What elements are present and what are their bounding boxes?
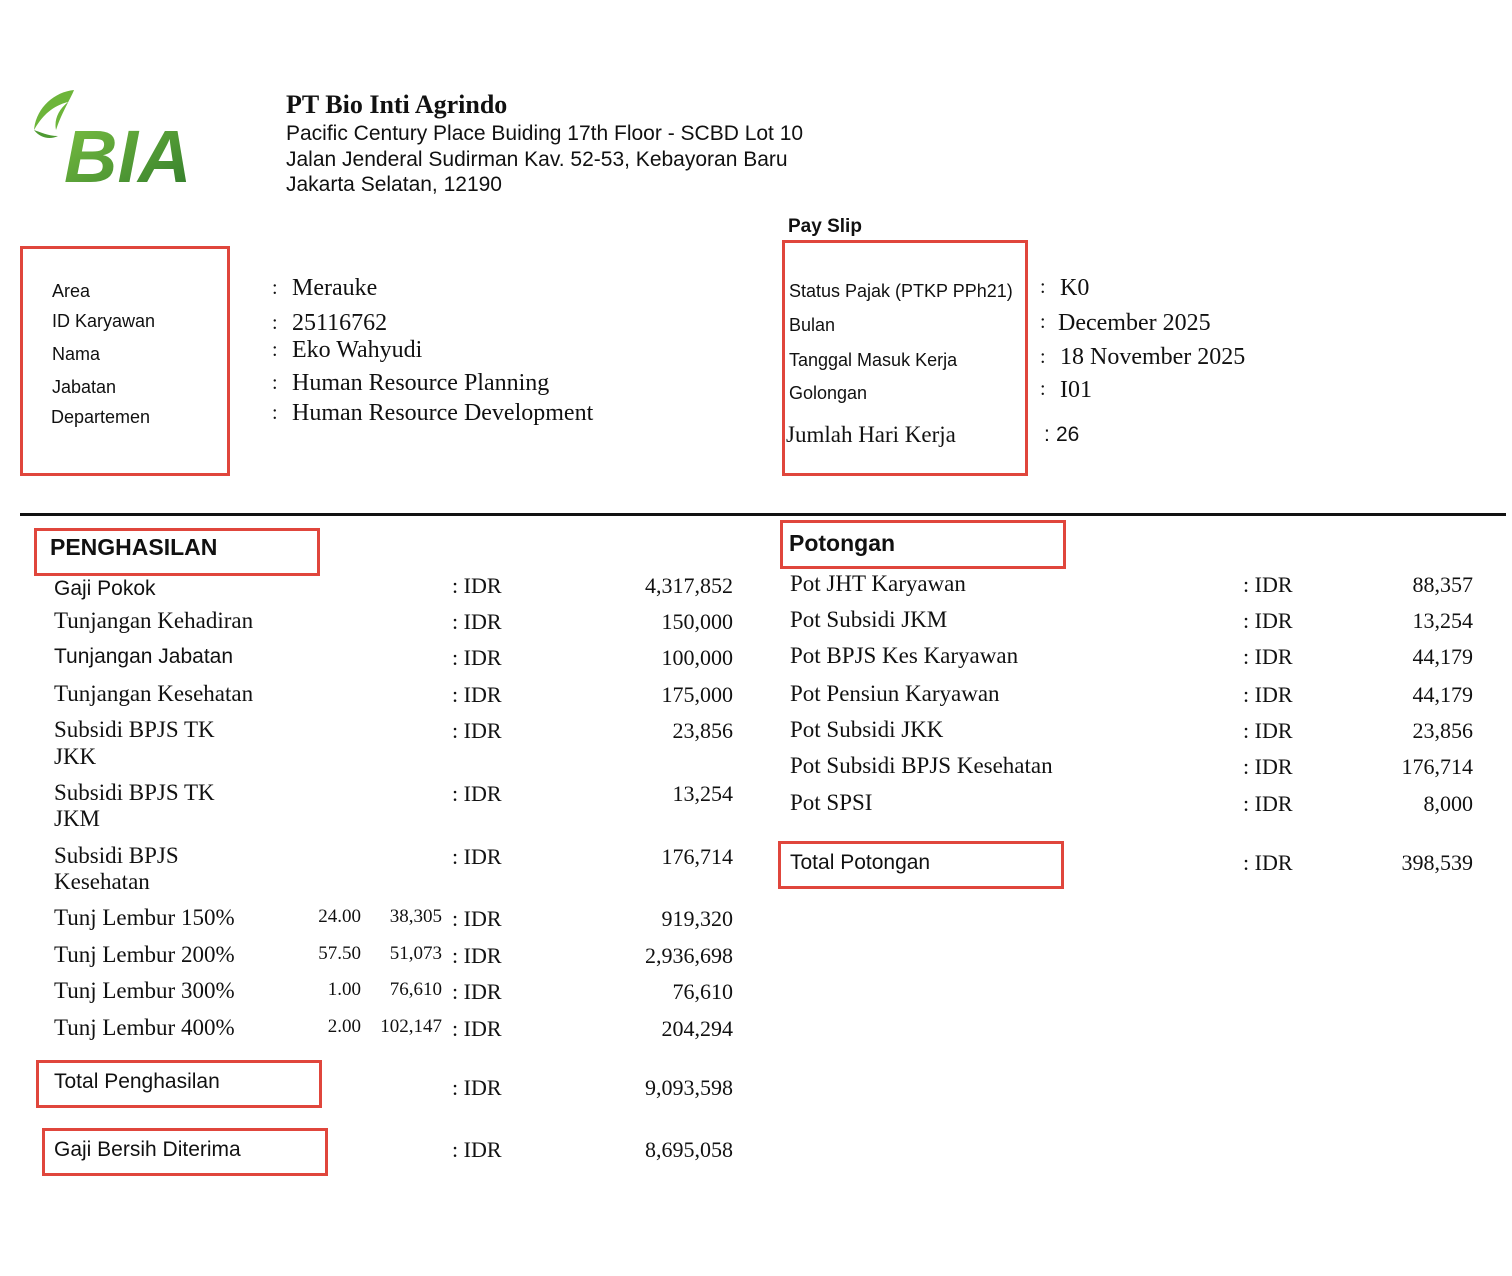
company-address-line-2: Jalan Jenderal Sudirman Kav. 52-53, Kebayoran Baru (286, 148, 788, 171)
deduction-label: Pot Pensiun Karyawan (790, 681, 1000, 706)
earning-amount: 175,000 (661, 682, 733, 707)
company-logo (28, 86, 218, 190)
colon: : (272, 372, 278, 394)
deduction-amount: 44,179 (1412, 644, 1473, 669)
earning-label: Gaji Pokok (54, 577, 156, 600)
deduction-label: Pot Subsidi BPJS Kesehatan (790, 753, 1053, 778)
area-value: Merauke (292, 275, 378, 301)
overtime-hours: 2.00 (327, 1016, 361, 1037)
currency: : IDR (1243, 682, 1293, 707)
earning-label: Tunj Lembur 300% (54, 978, 235, 1003)
section-divider (20, 513, 1506, 516)
employee-id-value: 25116762 (292, 310, 388, 336)
earning-amount: 204,294 (661, 1016, 733, 1041)
earning-label-line2: JKK (54, 744, 97, 769)
grade-value: I01 (1060, 377, 1092, 403)
colon: : (1040, 378, 1046, 400)
currency: : IDR (1243, 608, 1293, 633)
deduction-label: Pot Subsidi JKK (790, 717, 944, 742)
earnings-title: PENGHASILAN (50, 534, 218, 560)
month-label: Bulan (789, 315, 836, 335)
overtime-rate: 51,073 (389, 943, 442, 964)
logo-text: BIA (64, 115, 192, 190)
area-label: Area (52, 281, 91, 301)
currency: : IDR (1243, 754, 1293, 779)
department-label: Departemen (51, 407, 151, 427)
net-pay-label: Gaji Bersih Diterima (54, 1138, 241, 1161)
join-date-label: Tanggal Masuk Kerja (789, 350, 958, 370)
currency: : IDR (452, 573, 502, 598)
currency: : IDR (1243, 850, 1293, 875)
currency: : IDR (452, 906, 502, 931)
currency: : IDR (452, 609, 502, 634)
earning-amount: 100,000 (661, 645, 733, 670)
deduction-amount: 176,714 (1401, 754, 1473, 779)
currency: : IDR (452, 1137, 502, 1162)
deduction-label: Pot JHT Karyawan (790, 571, 966, 596)
colon: : (1040, 346, 1046, 368)
month-value: December 2025 (1058, 310, 1211, 336)
currency: : IDR (452, 844, 502, 869)
earning-label: Subsidi BPJS (54, 843, 179, 868)
currency: : IDR (452, 718, 502, 743)
earning-label: Tunjangan Kesehatan (54, 681, 254, 706)
tax-status-label: Status Pajak (PTKP PPh21) (789, 281, 1013, 301)
currency: : IDR (452, 682, 502, 707)
currency: : IDR (452, 1016, 502, 1041)
earning-amount: 23,856 (672, 718, 733, 743)
overtime-hours: 24.00 (318, 906, 361, 927)
department-value: Human Resource Development (292, 400, 594, 426)
currency: : IDR (1243, 644, 1293, 669)
earning-amount: 2,936,698 (645, 943, 733, 968)
currency: : IDR (1243, 718, 1293, 743)
earning-label: Tunjangan Kehadiran (54, 608, 254, 633)
earning-label-line2: Kesehatan (54, 869, 150, 894)
overtime-hours: 57.50 (318, 943, 361, 964)
name-label: Nama (52, 344, 101, 364)
currency: : IDR (452, 781, 502, 806)
deduction-label: Pot BPJS Kes Karyawan (790, 643, 1019, 668)
total-deductions-amount: 398,539 (1401, 850, 1473, 875)
earning-amount: 919,320 (661, 906, 733, 931)
earning-label: Subsidi BPJS TK (54, 717, 215, 742)
earning-amount: 176,714 (661, 844, 733, 869)
work-days-label: Jumlah Hari Kerja (786, 422, 956, 447)
earning-amount: 76,610 (672, 979, 733, 1004)
deduction-amount: 88,357 (1412, 572, 1473, 597)
document-title: Pay Slip (788, 216, 862, 237)
company-address-line-1: Pacific Century Place Buiding 17th Floor - SCBD Lot 10 (286, 122, 804, 145)
overtime-rate: 102,147 (380, 1016, 442, 1037)
earning-label: Subsidi BPJS TK (54, 780, 215, 805)
earning-label: Tunjangan Jabatan (54, 645, 234, 668)
earning-label: Tunj Lembur 200% (54, 942, 235, 967)
earning-label-line2: JKM (54, 806, 101, 831)
deduction-amount: 8,000 (1423, 791, 1473, 816)
deduction-amount: 44,179 (1412, 682, 1473, 707)
name-value: Eko Wahyudi (292, 337, 423, 363)
earning-amount: 13,254 (672, 781, 733, 806)
deductions-title: Potongan (789, 530, 896, 556)
currency: : IDR (452, 943, 502, 968)
deduction-amount: 23,856 (1412, 718, 1473, 743)
position-label: Jabatan (52, 377, 117, 397)
currency: : IDR (1243, 572, 1293, 597)
colon: : (1040, 311, 1046, 333)
overtime-hours: 1.00 (327, 979, 361, 1000)
position-value: Human Resource Planning (292, 370, 550, 396)
currency: : IDR (1243, 791, 1293, 816)
deduction-amount: 13,254 (1412, 608, 1473, 633)
colon: : (1040, 276, 1046, 298)
deduction-label: Pot Subsidi JKM (790, 607, 948, 632)
join-date-value: 18 November 2025 (1060, 344, 1246, 370)
colon: : (272, 339, 278, 361)
company-address-line-3: Jakarta Selatan, 12190 (286, 173, 502, 196)
currency: : IDR (452, 1075, 502, 1100)
earning-amount: 4,317,852 (645, 573, 733, 598)
earning-label: Tunj Lembur 400% (54, 1015, 235, 1040)
currency: : IDR (452, 979, 502, 1004)
total-earnings-amount: 9,093,598 (645, 1075, 733, 1100)
grade-label: Golongan (789, 383, 868, 403)
colon: : (272, 312, 278, 334)
overtime-rate: 38,305 (389, 906, 442, 927)
tax-status-value: K0 (1060, 275, 1090, 301)
overtime-rate: 76,610 (389, 979, 442, 1000)
colon: : (272, 277, 278, 299)
net-pay-amount: 8,695,058 (645, 1137, 733, 1162)
earning-label: Tunj Lembur 150% (54, 905, 235, 930)
earning-amount: 150,000 (661, 609, 733, 634)
total-earnings-label: Total Penghasilan (54, 1070, 220, 1093)
work-days-value: 26 (1056, 423, 1080, 446)
colon: : (272, 402, 278, 424)
total-deductions-label: Total Potongan (790, 851, 931, 874)
company-name: PT Bio Inti Agrindo (286, 90, 508, 119)
deduction-label: Pot SPSI (790, 790, 873, 815)
colon: : (1044, 423, 1050, 446)
employee-id-label: ID Karyawan (52, 311, 156, 331)
currency: : IDR (452, 645, 502, 670)
